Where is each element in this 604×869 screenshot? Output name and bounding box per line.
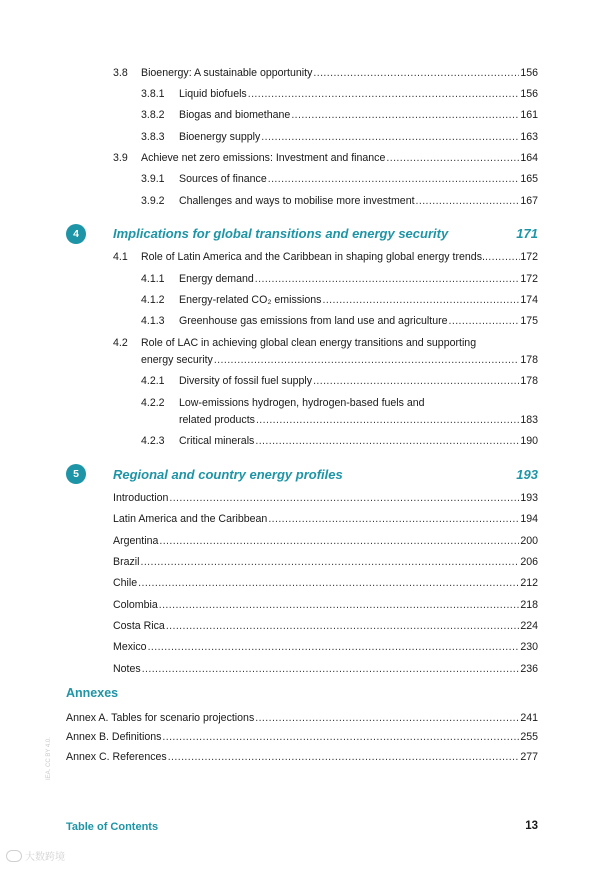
toc-entry[interactable] xyxy=(113,555,538,569)
section-title: Energy demand xyxy=(179,273,254,285)
annex-title: Annex C. References xyxy=(66,751,167,763)
chapter-number-badge: 4 xyxy=(66,224,86,244)
annex-title: Annex B. Definitions xyxy=(66,731,162,743)
section-number: 3.8 xyxy=(113,67,128,79)
page-number: 178 xyxy=(520,354,538,366)
section-title: Energy-related CO₂ emissions xyxy=(179,294,322,306)
page-number: 178 xyxy=(520,375,538,387)
page-number: 156 xyxy=(520,67,538,79)
toc-entry[interactable] xyxy=(113,151,538,165)
page-number: 200 xyxy=(520,535,538,547)
leader-dots xyxy=(141,555,520,569)
license-note: IEA. CC BY 4.0. xyxy=(46,737,52,780)
leader-dots xyxy=(248,87,520,101)
leader-dots xyxy=(313,66,519,80)
toc-entry[interactable] xyxy=(113,619,538,633)
toc-entry[interactable] xyxy=(141,434,538,448)
leader-dots xyxy=(159,598,520,612)
toc-entry[interactable] xyxy=(113,598,538,612)
leader-dots xyxy=(268,512,519,526)
watermark-text: 大数跨境 xyxy=(25,852,65,863)
toc-entry[interactable] xyxy=(141,293,538,307)
leader-dots xyxy=(256,413,519,427)
toc-entry[interactable] xyxy=(66,730,538,744)
leader-dots xyxy=(291,108,519,122)
section-number: 4.1.1 xyxy=(141,273,165,285)
entry-title: Introduction xyxy=(113,492,169,504)
leader-dots xyxy=(313,374,519,388)
toc-entry[interactable] xyxy=(141,194,538,208)
toc-entry[interactable] xyxy=(113,662,538,676)
page-number: 156 xyxy=(520,88,538,100)
leader-dots xyxy=(449,314,520,328)
toc-entry[interactable] xyxy=(141,172,538,186)
page-number: 206 xyxy=(520,556,538,568)
toc-entry[interactable] xyxy=(141,272,538,286)
toc-entry[interactable] xyxy=(113,512,538,526)
page-number: 183 xyxy=(520,414,538,426)
leader-dots xyxy=(261,130,519,144)
page-number: 224 xyxy=(520,620,538,632)
page-number: 174 xyxy=(520,294,538,306)
watermark-logo-icon xyxy=(6,850,22,862)
leader-dots xyxy=(166,619,520,633)
entry-title: Colombia xyxy=(113,599,158,611)
page-number: 164 xyxy=(520,152,538,164)
chapter-page-number: 171 xyxy=(516,226,538,241)
leader-dots xyxy=(214,353,519,367)
page-number: 236 xyxy=(520,663,538,675)
toc-entry[interactable] xyxy=(66,711,538,725)
toc-entry[interactable] xyxy=(141,108,538,122)
section-number: 4.1.3 xyxy=(141,315,165,327)
footer-section-title: Table of Contents xyxy=(66,821,159,833)
page-number: 277 xyxy=(520,751,538,763)
toc-entry[interactable] xyxy=(113,250,538,264)
leader-dots xyxy=(416,194,520,208)
section-title: Diversity of fossil fuel supply xyxy=(179,375,313,387)
chapter-page-number: 193 xyxy=(516,467,538,482)
entry-title: Costa Rica xyxy=(113,620,165,632)
section-title: Bioenergy supply xyxy=(179,131,261,143)
section-number: 4.2.3 xyxy=(141,435,165,447)
section-title: Challenges and ways to mobilise more investment xyxy=(179,195,415,207)
section-title-line1: Role of LAC in achieving global clean energy transitions and supporting xyxy=(141,337,477,349)
leader-dots xyxy=(268,172,520,186)
toc-entry[interactable] xyxy=(113,576,538,590)
entry-title: Chile xyxy=(113,577,138,589)
section-number: 4.1 xyxy=(113,251,128,263)
toc-entry[interactable] xyxy=(113,640,538,654)
entry-title: Mexico xyxy=(113,641,147,653)
page-number: 193 xyxy=(520,492,538,504)
section-title: Liquid biofuels xyxy=(179,88,247,100)
chapter-title: Implications for global transitions and energy security xyxy=(113,226,449,241)
section-title: Critical minerals xyxy=(179,435,255,447)
page-number: 212 xyxy=(520,577,538,589)
toc-entry[interactable] xyxy=(141,314,538,328)
entry-title: Argentina xyxy=(113,535,159,547)
page-number: 241 xyxy=(520,712,538,724)
page-number: 194 xyxy=(520,513,538,525)
section-number: 4.2 xyxy=(113,337,128,349)
page-number: 190 xyxy=(520,435,538,447)
toc-entry[interactable] xyxy=(141,87,538,101)
section-number: 4.2.2 xyxy=(141,397,165,409)
section-title: Role of Latin America and the Caribbean in shaping global energy trends. xyxy=(141,251,485,263)
toc-entry[interactable] xyxy=(141,130,538,144)
chapter-title: Regional and country energy profiles xyxy=(113,467,343,482)
entry-title: Brazil xyxy=(113,556,140,568)
leader-dots xyxy=(142,662,520,676)
section-title: Greenhouse gas emissions from land use and agriculture xyxy=(179,315,448,327)
leader-dots xyxy=(386,151,519,165)
leader-dots xyxy=(255,434,519,448)
page-number: 230 xyxy=(520,641,538,653)
section-number: 3.9.1 xyxy=(141,173,165,185)
toc-entry[interactable] xyxy=(113,491,538,505)
page-number: 172 xyxy=(520,273,538,285)
leader-dots xyxy=(162,730,519,744)
section-title: Sources of finance xyxy=(179,173,267,185)
page-number: 172 xyxy=(520,251,538,263)
section-number: 3.8.3 xyxy=(141,131,165,143)
section-title-line2: related products xyxy=(179,414,255,426)
toc-entry[interactable] xyxy=(141,374,538,388)
toc-entry-continuation xyxy=(141,353,538,367)
section-number: 3.9.2 xyxy=(141,195,165,207)
toc-entry[interactable] xyxy=(113,66,538,80)
section-number: 3.9 xyxy=(113,152,128,164)
page-number: 218 xyxy=(520,599,538,611)
section-title: Biogas and biomethane xyxy=(179,109,291,121)
toc-entry[interactable] xyxy=(113,534,538,548)
leader-dots xyxy=(168,750,520,764)
leader-dots xyxy=(485,250,520,264)
page-number: 167 xyxy=(520,195,538,207)
section-title-line2: energy security xyxy=(141,354,213,366)
section-number: 3.8.1 xyxy=(141,88,165,100)
section-number: 4.1.2 xyxy=(141,294,165,306)
page-number: 255 xyxy=(520,731,538,743)
toc-entry[interactable] xyxy=(66,750,538,764)
page-number: 163 xyxy=(520,131,538,143)
section-number: 3.8.2 xyxy=(141,109,165,121)
leader-dots xyxy=(138,576,519,590)
leader-dots xyxy=(148,640,520,654)
section-title: Bioenergy: A sustainable opportunity xyxy=(141,67,313,79)
leader-dots xyxy=(255,272,520,286)
leader-dots xyxy=(322,293,519,307)
toc-entry-continuation xyxy=(179,413,538,427)
chapter-number-badge: 5 xyxy=(66,464,86,484)
annexes-heading: Annexes xyxy=(66,686,119,700)
watermark xyxy=(6,848,65,863)
page-number: 175 xyxy=(520,315,538,327)
footer-page-number: 13 xyxy=(525,820,538,832)
section-number: 4.2.1 xyxy=(141,375,165,387)
section-title: Achieve net zero emissions: Investment and finance xyxy=(141,152,386,164)
leader-dots xyxy=(255,711,519,725)
page-number: 161 xyxy=(520,109,538,121)
entry-title: Notes xyxy=(113,663,141,675)
section-title-line1: Low-emissions hydrogen, hydrogen-based fuels and xyxy=(179,397,425,409)
page-number: 165 xyxy=(520,173,538,185)
entry-title: Latin America and the Caribbean xyxy=(113,513,268,525)
leader-dots xyxy=(159,534,519,548)
leader-dots xyxy=(169,491,519,505)
annex-title: Annex A. Tables for scenario projections xyxy=(66,712,255,724)
